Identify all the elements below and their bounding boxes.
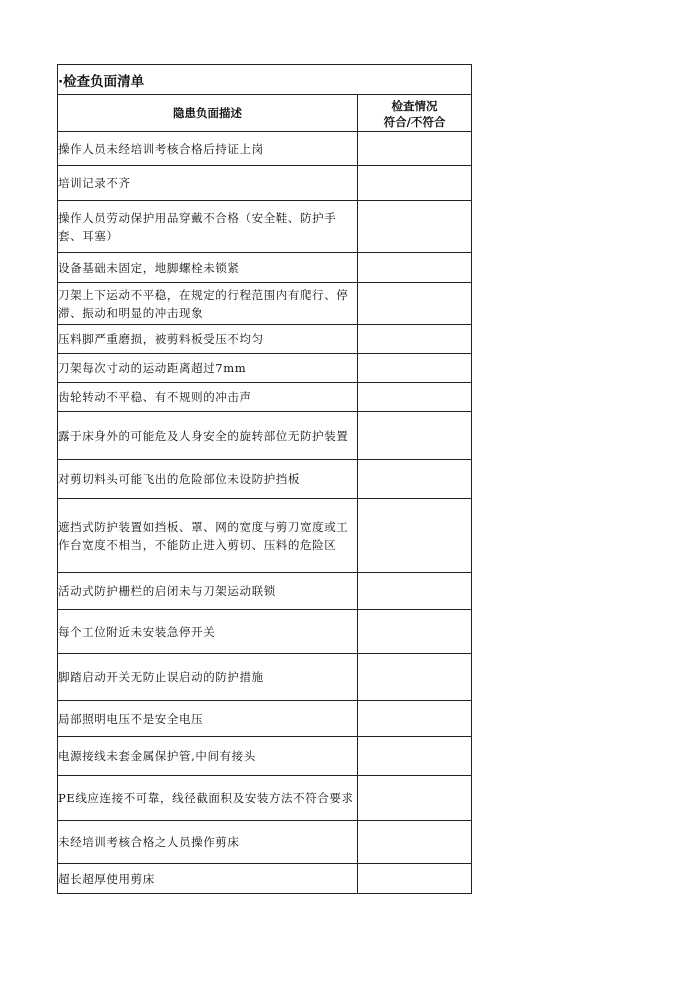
status-cell[interactable] (358, 610, 472, 654)
table-row (58, 737, 472, 776)
hazard-description: 未经培训考核合格之人员操作剪床 (58, 821, 358, 864)
hazard-description: 刀架每次寸动的运动距离超过7mm (58, 354, 358, 383)
hazard-description: 每个工位附近未安装急停开关 (58, 610, 358, 654)
status-cell[interactable] (358, 354, 472, 383)
hazard-description: 压料脚严重磨损，被剪料板受压不均匀 (58, 325, 358, 354)
header-row (58, 95, 472, 132)
status-cell[interactable] (358, 166, 472, 201)
header-description: 隐患负面描述 (58, 95, 358, 132)
header-status (358, 95, 472, 132)
table-row (58, 383, 472, 412)
status-cell[interactable] (358, 499, 472, 573)
table-row (58, 325, 472, 354)
table-row (58, 132, 472, 166)
hazard-description: 活动式防护栅栏的启闭未与刀架运动联锁 (58, 573, 358, 610)
hazard-description: 对剪切料头可能飞出的危险部位未设防护挡板 (58, 460, 358, 499)
status-cell[interactable] (358, 864, 472, 894)
checklist-title: ·检查负面清单 (58, 65, 472, 95)
status-cell[interactable] (358, 737, 472, 776)
status-cell[interactable] (358, 460, 472, 499)
status-cell[interactable] (358, 701, 472, 737)
table-row (58, 701, 472, 737)
hazard-description: 电源接线未套金属保护管,中间有接头 (58, 737, 358, 776)
checklist-table (57, 64, 472, 894)
hazard-description: 操作人员未经培训考核合格后持证上岗 (58, 132, 358, 166)
table-row (58, 821, 472, 864)
status-cell[interactable] (358, 283, 472, 325)
status-cell[interactable] (358, 573, 472, 610)
table-row (58, 460, 472, 499)
table-row (58, 864, 472, 894)
hazard-description: 操作人员劳动保护用品穿戴不合格（安全鞋、防护手套、耳塞） (58, 201, 358, 253)
status-cell[interactable] (358, 201, 472, 253)
table-row (58, 166, 472, 201)
table-row (58, 654, 472, 701)
hazard-description: 脚踏启动开关无防止误启动的防护措施 (58, 654, 358, 701)
table-row (58, 573, 472, 610)
table-row (58, 201, 472, 253)
hazard-description: 培训记录不齐 (58, 166, 358, 201)
status-cell[interactable] (358, 132, 472, 166)
hazard-description: 设备基础未固定，地脚螺栓未锁紧 (58, 253, 358, 283)
table-row (58, 499, 472, 573)
status-cell[interactable] (358, 821, 472, 864)
checklist-sheet (57, 64, 471, 894)
header-status-line1: 检查情况 (391, 98, 438, 113)
table-row (58, 283, 472, 325)
hazard-description: 超长超厚使用剪床 (58, 864, 358, 894)
hazard-description: PE线应连接不可靠，线径截面积及安装方法不符合要求 (58, 776, 358, 821)
table-row (58, 354, 472, 383)
table-row (58, 610, 472, 654)
status-cell[interactable] (358, 325, 472, 354)
hazard-description: 露于床身外的可能危及人身安全的旋转部位无防护装置 (58, 412, 358, 460)
hazard-description: 局部照明电压不是安全电压 (58, 701, 358, 737)
status-cell[interactable] (358, 383, 472, 412)
hazard-description: 刀架上下运动不平稳，在规定的行程范围内有爬行、停滞、振动和明显的冲击现象 (58, 283, 358, 325)
status-cell[interactable] (358, 253, 472, 283)
status-cell[interactable] (358, 654, 472, 701)
hazard-description: 齿轮转动不平稳、有不规则的冲击声 (58, 383, 358, 412)
header-status-line2: 符合/不符合 (383, 114, 446, 129)
table-row (58, 253, 472, 283)
table-row (58, 412, 472, 460)
hazard-description: 遮挡式防护装置如挡板、罩、网的宽度与剪刀宽度或工作台宽度不相当，不能防止进入剪切、压料的危险区 (58, 499, 358, 573)
status-cell[interactable] (358, 412, 472, 460)
title-row (58, 65, 472, 95)
status-cell[interactable] (358, 776, 472, 821)
table-row (58, 776, 472, 821)
